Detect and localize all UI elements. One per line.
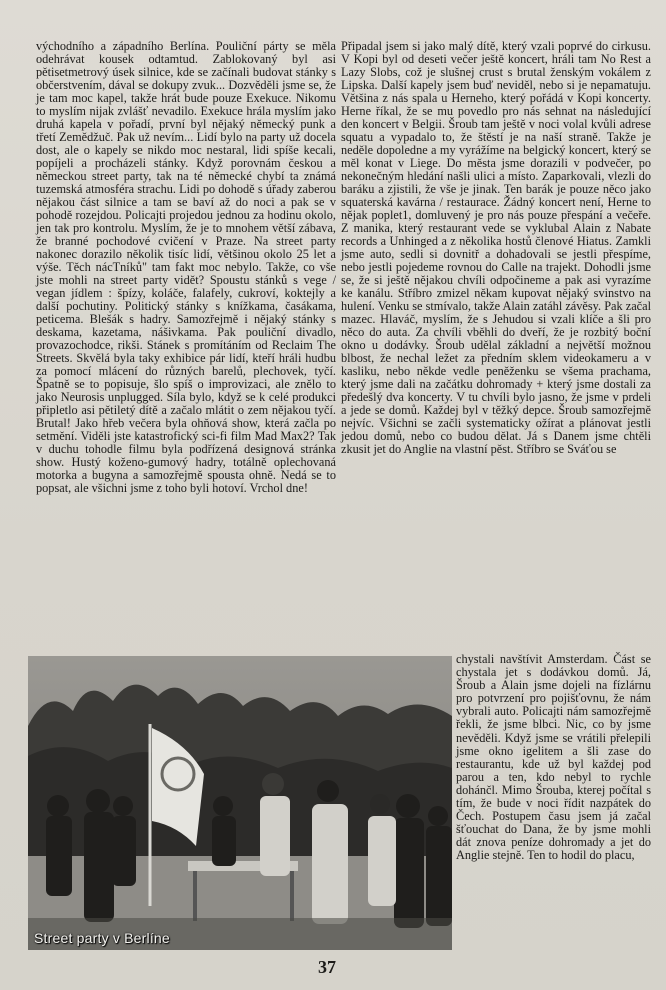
article-column-right-lower xyxy=(456,653,651,863)
photo-illustration xyxy=(28,656,452,950)
street-party-photo xyxy=(28,656,452,950)
article-text-right-lower: chystali navštívit Amsterdam. Část se chystala jet s dodávkou domů. Já, Šroub a Alain jsme dojeli na fízlárnu pro potvrzení pro pojišťovnu, že nám vybrali auto. Policajti nám samozřejmě řekli, že jsme blbci. Nic, co by jsme nevěděli. Když jsme se vrátili přelepili jsme okno igelitem a šli zase do restaurantu, kde už byl každej pod parou a ten, kdo nebyl to rychle dohánčl. Mimo Šrouba, kterej počítal s tím, že bude v noci řídit nazpátek do Čech. Postupem času jsem já začal šťouchat do Dana, že by jsme mohli dát znova peníze dohromady a jet do Anglie stejně. Ten to hodil do placu, xyxy=(456,652,651,863)
article-column-left xyxy=(36,40,336,495)
article-text-right: Připadal jsem si jako malý dítě, který vzali poprvé do cirkusu. V Kopi byl od deseti večer ještě koncert, hráli tam No Rest a Lazy Slobs, což je slušnej crust s brutal ženským vokálem z Lipska. Další kapely jsem buď neviděl, nebo si je nepamatuju. Většina z nás spala u Herneho, který pořádá v Kopi koncerty. Herne říkal, že se mu povedlo pro nás sehnat na následující den koncert v Belgii. Šroub tam ještě v noci volal kvůli adrese squatu a vypadalo to, že štěstí je na naší straně. Takže je neděle dopoledne a my vyrážíme na belgický koncert, který se měl konat v Liege. Do města jsme dorazili v podvečer, po nekonečným hledání našli ulici a místo. Zaparkovali, vlezli do baráku a zjistili, že vše je jinak. Ten barák je pouze něco jako squaterská kavárna / restaurace. Žádný koncert není, Herne to nějak poplet1, domluvený je pro nás pouze přespání a večeře. Z manika, který restaurant vede se vyklubal Alain z Nabate records a Unhinged a z několika hostů členové Hiatus. Zamkli jsme auto, sedli si dovnitř a dohadovali se jestli přespíme, nebo jestli pojedeme rovnou do Calle na trajekt. Dohodli jsme se, že si ještě nějakou chvíli odpočineme a pak asi vyrazíme ke kanálu. Stříbro zmizel někam kupovat nějaký svinstvo na hulení. Venku se stmívalo, takže Alain zatáhl závěsy. Pak začal mazec. Hlaváč, myslím, že s Jehudou si vzali klíče a šli pro něco do auta. Za chvíli vběhli do dveří, že je rozbitý boční okno u dodávky. Šroub udělal základní a největší možnou blbost, že nechal ležet za předním sklem videokameru a v kasliku, nebo někde vedle peněženku se všema prachama, který jsme dali na začátku dohromady + který jsme dostali za předešlý dva koncerty. V tu chvíli bylo jasno, že jsme v prdeli a jede se domů. Každej byl v těžký depce. Šroub samozřejmě nejvíc. Všichni se začli systematicky ožírat a plánovat jestli jedou domů, nebo co budou dělat. Já s Danem jsme chtěli zkusit jet do Anglie na vlastní pěst. Stříbro se Sváťou se xyxy=(341,39,651,456)
page-number: 37 xyxy=(318,957,336,977)
photo-caption: Street party v Berlíne xyxy=(34,930,170,946)
article-text-left: východního a západního Berlína. Pouliční párty se měla odehrávat kousek odtamtud. Zablokovaný byl asi pětisetmetrový úsek silnice, kde se začínali budovat stánky s občerstvením, dával se dokupy zvuk... Dozvěděli jsme se, že je tam moc kapel, takže hrát bude pouze Exekuce. Nikomu to myslím nijak zvlášť nevadilo. Exekuce hrála myslím jako druhá kapela v pořadí, první byl nějaký německý punk a třetí Zemědžuč. Pak už nevím... Lidí bylo na party už docela dost, ale o kapely se nikdo moc nestaral, lidi spíše kecali, popíjeli a procházeli stánky. Když porovnám českou a německou street party, tak na té německé chybí ta známá tuzemská atmosféra strachu. Lidi po dohodě s úřady zaberou nějakou část silnice a tam se baví až do noci a pak se v pohodě rozejdou. Policajti projedou jednou za hodinu okolo, jen tak pro kontrolu. Myslím, že je to mnohem větší zábava, že branné pochodové cvičení v Praze. Na street party nakonec dorazilo několik tisíc lidí, většinou okolo 25 let a výše. Těch nácTníků" tam fakt moc nebylo. Takže, co vše jste mohli na street party vidět? Spoustu stánků s vege / vegan jídlem : špízy, koláče, falafely, cukroví, koktejly a další pochutiny. Politický stánky s knížkama, časákama, peticema. Blešák s hadry. Samozřejmě i nějaký stánky s deskama, kazetama, nášivkama. Pak pouliční divadlo, provazochodce, rikši. Stánek s promítáním od Reclaim The Streets. Skvělá byla taky exhibice pár lidí, kteří hráli hudbu za pomocí mlácení do různých barelů, plechovek, tyčí. Špatně se to popisuje, šlo spíš o improvizaci, ale znělo to jako Neurosis unplugged. Síla bylo, když se k celé produkci připletlo asi pětiletý dítě a začalo mlátit o zem nějakou tyčí. Brutal! Jako hřeb večera byla ohňová show, která začla po setmění. Viděli jste katastrofický sci-fi film Mad Max2? Tak v duchu tohodle filmu byla podřízená designová stránka show. Hustý koženo-gumový hadry, totálně oplechovaná motorka a bugyna a samozřejmě spousta ohně. Nedá se to popsat, ale všichni jsme z toho byli hotoví. Vrchol dne! xyxy=(36,39,336,495)
article-column-right xyxy=(341,40,651,456)
